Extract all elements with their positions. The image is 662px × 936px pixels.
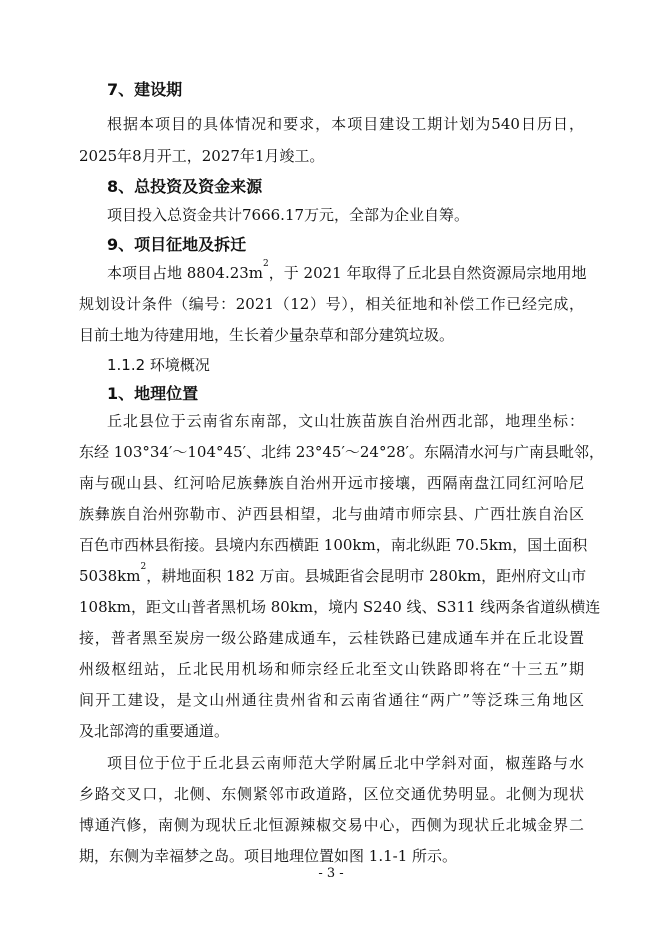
paragraph-line: 乡路交叉口，北侧、东侧紧邻市政道路，区位交通优势明显。北侧为现状 — [79, 785, 584, 803]
section-8-heading: 8、总投资及资金来源 — [107, 177, 263, 196]
paragraph-line: 博通汽修，南侧为现状丘北恒源辣椒交易中心，西侧为现状丘北城金界二 — [79, 816, 584, 834]
paragraph-line: 州级枢纽站，丘北民用机场和师宗经丘北至文山铁路即将在“十三五”期 — [79, 660, 584, 678]
paragraph-line: 及北部湾的重要通道。 — [79, 722, 230, 740]
paragraph-line: 东经 103°34′～104°45′、北纬 23°45′～24°28′。东隔清水河与广南县毗邻， — [79, 443, 604, 461]
paragraph-line: 根据本项目的具体情况和要求，本项目建设工期计划为540日历日， — [107, 115, 584, 133]
paragraph-line: 项目投入总资金共计7666.17万元，全部为企业自筹。 — [107, 206, 470, 224]
paragraph-line: 接，普者黑至炭房一级公路建成通车，云桂铁路已建成通车并在丘北设置 — [79, 629, 584, 647]
section-7-heading: 7、建设期 — [107, 80, 183, 99]
paragraph-line: 丘北县位于云南省东南部，文山壮族苗族自治州西北部，地理坐标： — [107, 412, 584, 430]
paragraph-line: 规划设计条件（编号：2021（12）号），相关征地和补偿工作已经完成， — [79, 295, 584, 313]
paragraph-line: $5038km^2$，耕地面积 182 万亩。县城距省会昆明市 280km，距州府文山市 — [79, 562, 587, 585]
env-subheading: 1.1.2 环境概况 — [107, 356, 210, 374]
paragraph-line: 期，东侧为幸福梦之岛。项目地理位置如图 1.1-1 所示。 — [79, 847, 458, 865]
paragraph-line: 族彝族自治州弥勒市、泸西县相望，北与曲靖市师宗县、广西壮族自治区 — [79, 505, 584, 523]
paragraph-line: 目前土地为待建用地，生长着少量杂草和部分建筑垃圾。 — [79, 326, 455, 344]
page-number: - 3 - — [318, 866, 344, 881]
paragraph-line: 间开工建设，是文山州通往贵州省和云南省通往“两广”等泛珠三角地区 — [79, 691, 584, 709]
paragraph-line: 百色市西林县衔接。县境内东西横距 100km，南北纵距 70.5km，国土面积 — [79, 536, 588, 554]
paragraph-line: 项目位于位于丘北县云南师范大学附属丘北中学斜对面，椒莲路与水 — [107, 754, 584, 772]
paragraph-line: 2025年8月开工，2027年1月竣工。 — [79, 147, 325, 165]
section-9-heading: 9、项目征地及拆迁 — [107, 235, 247, 254]
geo-location-heading: 1、地理位置 — [107, 384, 199, 403]
paragraph-line: 本项目占地 $8804.23m^2$，于 2021 年取得了丘北县自然资源局宗地用地 — [107, 259, 587, 282]
paragraph-line: 108km，距文山普者黑机场 80km，境内 S240 线、S311 线两条省道纵横连 — [79, 598, 601, 616]
paragraph-line: 南与砚山县、红河哈尼族彝族自治州开远市接壤，西隔南盘江同红河哈尼 — [79, 474, 584, 492]
